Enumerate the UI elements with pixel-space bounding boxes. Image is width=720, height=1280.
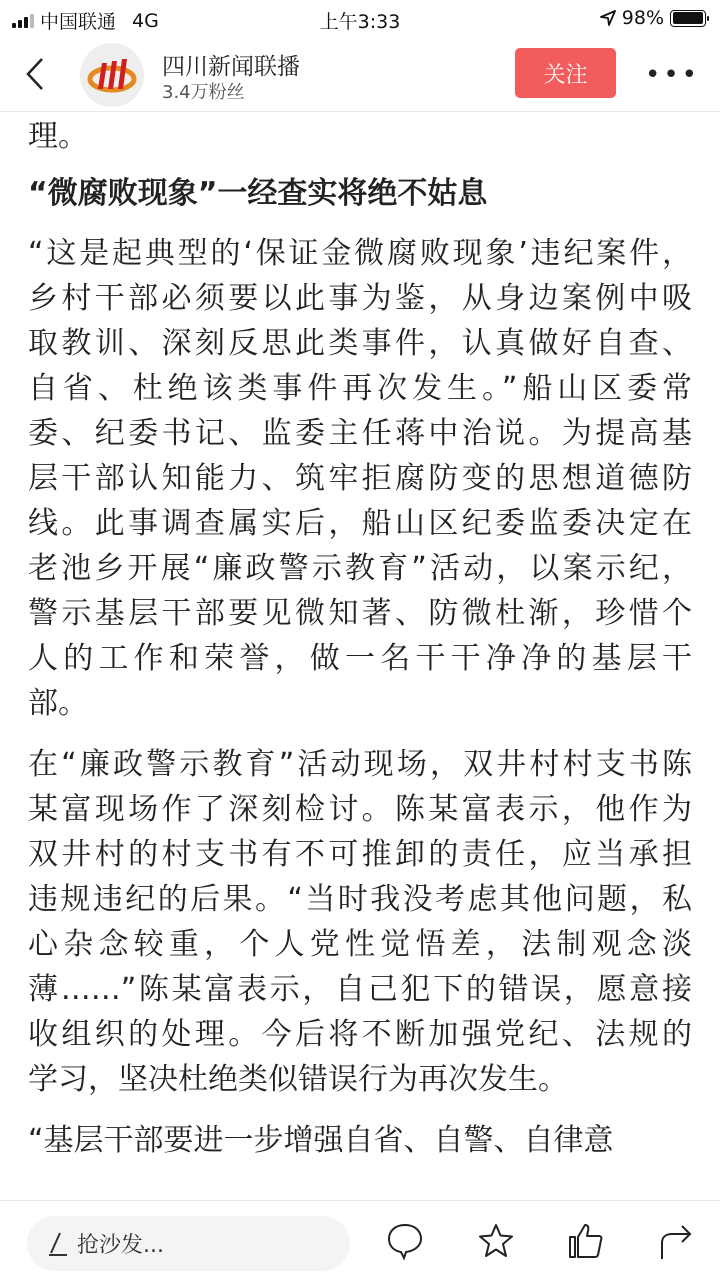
text-line: 学习，坚决杜绝类似错误行为再次发生。 [28, 1062, 568, 1097]
like-thumbs-up-icon[interactable] [566, 1221, 606, 1261]
article-paragraph [28, 231, 692, 726]
text-line: 线。此事调查属实后，船山区纪委监委决定在 [28, 506, 692, 541]
text-line: 在“廉政警示教育”活动现场，双井村村支书陈 [28, 747, 692, 782]
text-line: 收组织的处理。今后将不断加强党纪、法规的 [28, 1017, 692, 1052]
network-type: 4G [132, 9, 159, 32]
clock: 上午3:33 [319, 11, 401, 33]
pencil-icon [47, 1231, 69, 1257]
account-name[interactable]: 四川新闻联播 [162, 54, 300, 80]
comment-input[interactable] [27, 1216, 350, 1271]
text-line: 层干部认知能力、筑牢拒腐防变的思想道德防 [28, 461, 692, 496]
text-line: 老池乡开展“廉政警示教育”活动，以案示纪， [28, 551, 692, 586]
sichuan-logo-icon [80, 43, 144, 107]
text-line: 乡村干部必须要以此事为鉴，从身边案例中吸 [28, 281, 692, 316]
text-line: 违规违纪的后果。“当时我没考虑其他问题，私 [28, 882, 692, 917]
text-line: 部。 [28, 686, 88, 721]
more-options-icon[interactable]: ••• [645, 60, 701, 90]
share-icon[interactable] [656, 1221, 696, 1261]
follower-count: 3.4万粉丝 [162, 82, 245, 103]
app-header [0, 38, 720, 112]
account-avatar[interactable] [80, 43, 144, 107]
text-line: “基层干部要进一步增强自省、自警、自律意 [28, 1123, 614, 1158]
location-icon [600, 10, 616, 26]
text-line: “这是起典型的‘保证金微腐败现象’违纪案件， [28, 236, 692, 271]
article-body [28, 114, 692, 1163]
favorite-star-icon[interactable] [476, 1221, 516, 1261]
article-paragraph [28, 1118, 692, 1163]
text-line: 自省、杜绝该类事件再次发生。”船山区委常 [28, 371, 692, 406]
text-line: 薄……”陈某富表示，自己犯下的错误，愿意接 [28, 972, 692, 1007]
follow-button[interactable]: 关注 [515, 48, 616, 98]
bottom-action-bar [0, 1200, 720, 1280]
carrier: 中国联通 [40, 11, 117, 33]
text-line: 双井村的村支书有不可推卸的责任，应当承担 [28, 837, 692, 872]
text-line: 人的工作和荣誉，做一名干干净净的基层干 [28, 641, 692, 676]
section-heading: “微腐败现象”一经查实将绝不姑息 [28, 176, 488, 211]
text-line: 某富现场作了深刻检讨。陈某富表示，他作为 [28, 792, 692, 827]
text-line: 取教训、深刻反思此类事件，认真做好自查、 [28, 326, 692, 361]
comment-icon[interactable] [385, 1221, 425, 1261]
battery-percent: 98% [621, 7, 664, 29]
text-line: 警示基层干部要见微知著、防微杜渐，珍惜个 [28, 596, 692, 631]
text-line: 委、纪委书记、监委主任蒋中治说。为提高基 [28, 416, 692, 451]
battery-icon [670, 10, 706, 27]
partial-text-line: 理。 [28, 119, 88, 154]
status-bar [0, 0, 720, 38]
article-paragraph [28, 742, 692, 1102]
text-line: 心杂念较重，个人党性觉悟差，法制观念淡 [28, 927, 692, 962]
back-icon[interactable] [20, 54, 50, 94]
comment-placeholder: 抢沙发... [77, 1233, 164, 1258]
